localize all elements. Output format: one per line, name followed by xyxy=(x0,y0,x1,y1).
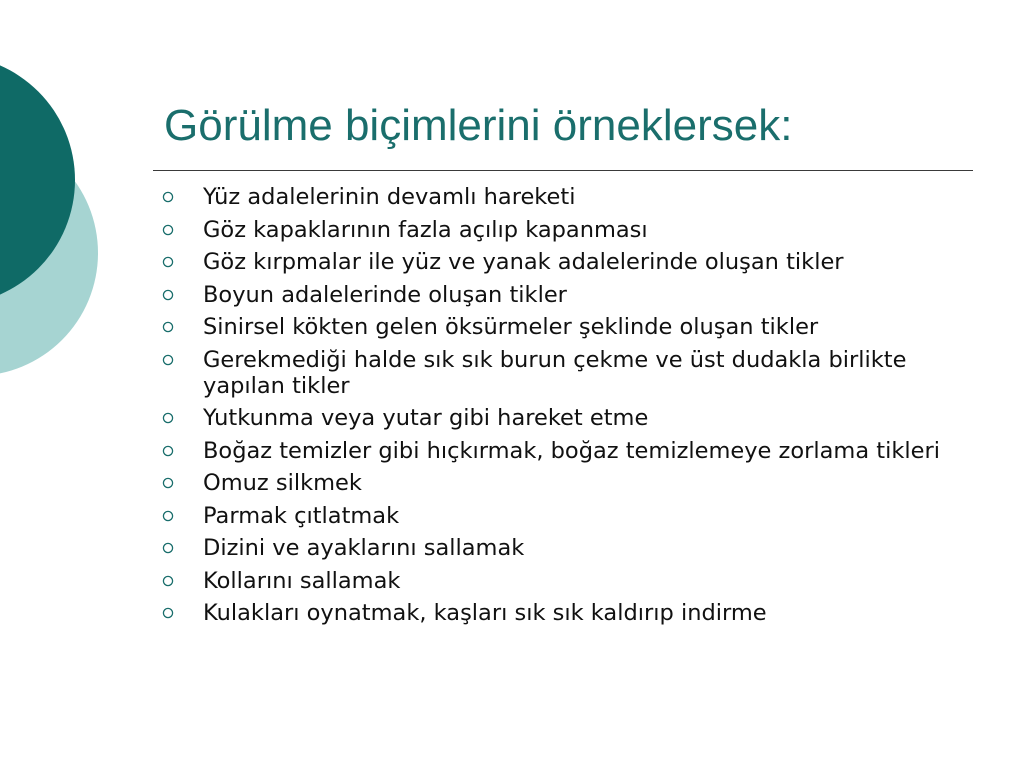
bullet-text: Sinirsel kökten gelen öksürmeler şeklinde oluşan tikler xyxy=(203,314,819,340)
bullet-item xyxy=(162,438,962,464)
hollow-circle-icon xyxy=(162,600,176,626)
bullet-text: Omuz silkmek xyxy=(203,470,362,496)
bullet-item xyxy=(162,249,962,275)
bullet-item xyxy=(162,184,962,210)
bullet-text: Boğaz temizler gibi hıçkırmak, boğaz temizlemeye zorlama tikleri xyxy=(203,437,940,464)
bullet-text: Boyun adalelerinde oluşan tikler xyxy=(203,281,567,308)
hollow-circle-icon xyxy=(162,535,176,561)
hollow-circle-icon xyxy=(162,282,176,308)
bullet-text: Yutkunma veya yutar gibi hareket etme xyxy=(203,405,649,431)
bullet-text: Göz kırpmalar ile yüz ve yanak adalelerinde oluşan tikler xyxy=(203,249,844,275)
bullet-item xyxy=(162,503,962,529)
bullet-item xyxy=(162,568,962,594)
bullet-text: Gerekmediği halde sık sık burun çekme ve üst dudakla birlikte yapılan tikler xyxy=(203,346,907,399)
hollow-circle-icon xyxy=(162,405,176,431)
hollow-circle-icon xyxy=(162,347,176,373)
hollow-circle-icon xyxy=(162,184,176,210)
title-divider xyxy=(153,170,973,171)
bullet-text: Kulakları oynatmak, kaşları sık sık kaldırıp indirme xyxy=(203,600,767,626)
bullet-text: Parmak çıtlatmak xyxy=(203,502,400,529)
hollow-circle-icon xyxy=(162,438,176,464)
bullet-item xyxy=(162,405,962,431)
hollow-circle-icon xyxy=(162,503,176,529)
bullet-item xyxy=(162,217,962,243)
bullet-text: Kollarını sallamak xyxy=(203,567,401,594)
bullet-item xyxy=(162,535,962,561)
slide-title: Görülme biçimlerini örneklersek: xyxy=(164,101,793,150)
bullet-item xyxy=(162,470,962,496)
hollow-circle-icon xyxy=(162,217,176,243)
bullet-item xyxy=(162,600,962,626)
hollow-circle-icon xyxy=(162,249,176,275)
bullet-item xyxy=(162,314,962,340)
bullet-list xyxy=(162,184,962,633)
bullet-item xyxy=(162,282,962,308)
bullet-text: Yüz adalelerinin devamlı hareketi xyxy=(203,184,576,210)
bullet-text: Göz kapaklarının fazla açılıp kapanması xyxy=(203,216,648,243)
hollow-circle-icon xyxy=(162,568,176,594)
bullet-item xyxy=(162,347,962,399)
decorative-circles xyxy=(0,0,110,420)
bullet-text: Dizini ve ayaklarını sallamak xyxy=(203,535,525,561)
hollow-circle-icon xyxy=(162,314,176,340)
hollow-circle-icon xyxy=(162,470,176,496)
